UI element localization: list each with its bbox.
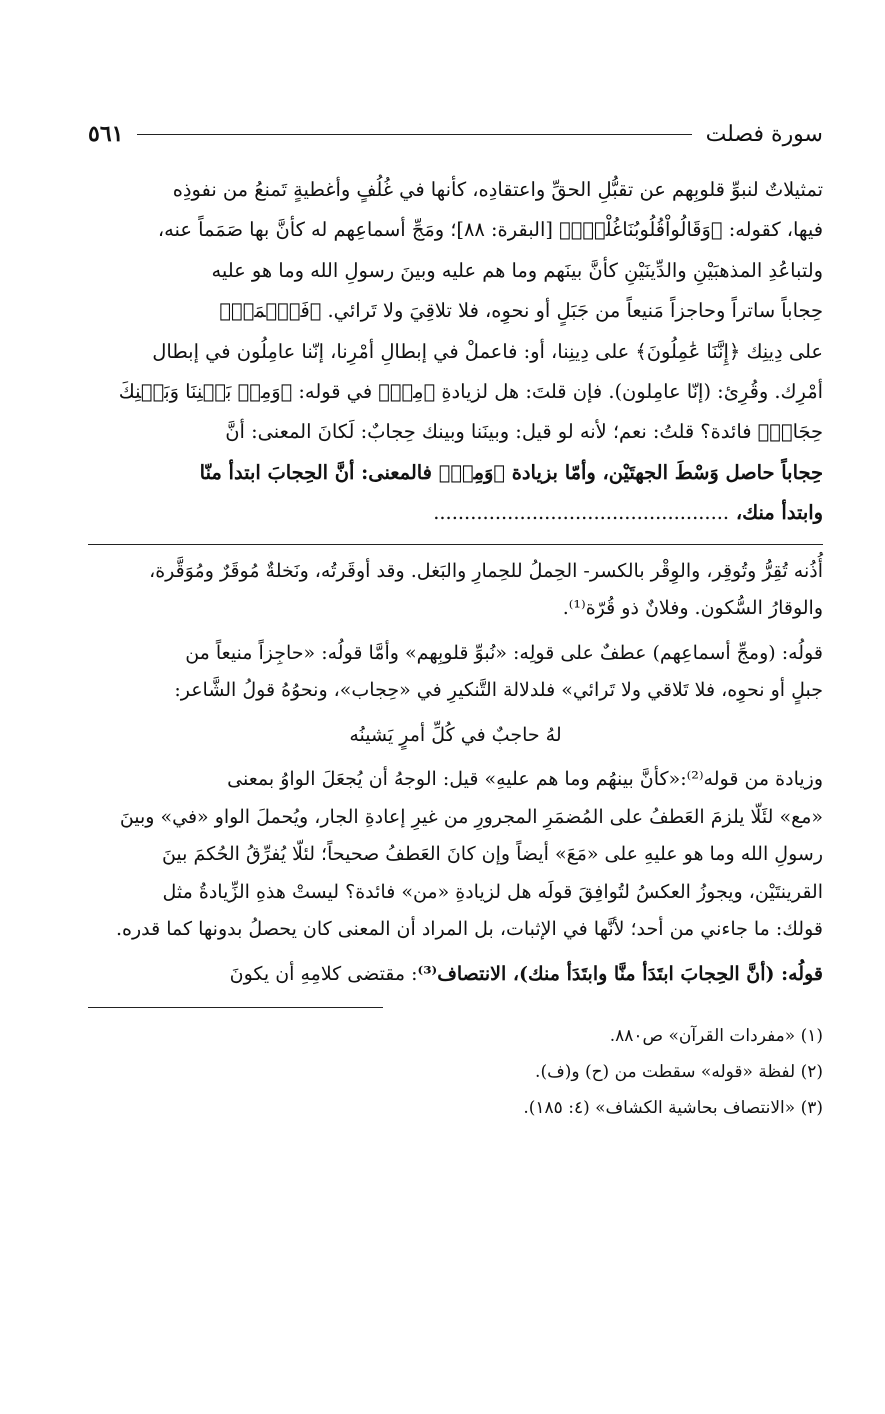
poetry-verse: لهُ حاجبٌ في كُلِّ أمرٍ يَشينُه	[349, 723, 562, 746]
footnote-2: (٢) لفظة «قوله» سقطت من (ح) و(ف).	[535, 1062, 823, 1083]
commentary-line: : مقتضى كلامِهِ أن يكونَ	[229, 962, 418, 985]
commentary-para-3	[88, 761, 823, 949]
continuation-dots: ................................................	[433, 501, 730, 525]
main-last-line	[88, 493, 823, 533]
text-divider	[88, 544, 823, 545]
footnote-3: (٣) «الانتصاف بحاشية الكشاف» (٤: ١٨٥).	[523, 1098, 823, 1119]
commentary-line: قولك: ما جاءني من أحد؛ لأنَّها في الإثبات، بل المراد أن المعنى كان يحصلُ بدونها كما قدره.	[116, 918, 823, 941]
main-line: حِجاباً ساتراً وحاجزاً مَنيعاً من جَبَلٍ أو نحوِه، فلا تلاقِيَ ولا تَرائي. ﴿فَٱعۡمَلۡ﴾	[219, 299, 823, 323]
main-line: تمثيلاتٌ لنبوِّ قلوبِهم عن تقبُّلِ الحقِّ واعتقادِه، كأنها في غُلُفٍ وأغطيةٍ تَمنعُ من نفوذِه	[172, 178, 823, 201]
commentary-para-4	[88, 956, 823, 994]
main-line: ولتباعُدِ المذهبَيْنِ والدِّينَيْنِ كأنَّ بينَهم وما هم عليه وبينَ رسولِ الله وما هو عليه	[211, 258, 823, 282]
book-page	[88, 112, 823, 1312]
commentary-quote: قولُه: (أنَّ الحِجابَ ابتَدَأ منَّا وابتَدَأ منك)، الانتصاف⁽³⁾	[417, 962, 823, 985]
commentary-line: وزيادة من قوله⁽²⁾:«كأنَّ بينهُم وما هم عليهِ» قيل: الوجهُ أن يُجعَلَ الواوُ بمعنى	[227, 768, 823, 791]
surah-title: سورة فصلت	[705, 121, 823, 147]
commentary-line: «مع» لئَلّا يلزمَ العَطفُ على المُضمَرِ المجرورِ من غيرِ إعادةِ الجار، ويُحملَ الواو «في» وبينَ	[119, 805, 823, 828]
commentary-line: قولُه: (ومجِّ أسماعِهم) عطفٌ على قولِه: «نُبوِّ قلوبِهم» وأمَّا قولُه: «حاجِزاً منيعاً من	[185, 641, 823, 664]
main-last-words: وابتدأ منك،	[735, 501, 823, 525]
commentary-line: القرينتَيْن، ويجوزُ العكسُ لتُوافِقَ قولَه هل لزيادةِ «من» فائدة؟ ليستْ هذهِ الزِّيادةُ مثل	[162, 880, 823, 903]
commentary-text	[88, 553, 823, 994]
commentary-para-2	[88, 635, 823, 710]
footnote-1: (١) «مفردات القرآن» ص٨٨٠.	[609, 1026, 823, 1047]
footnotes	[88, 1018, 823, 1126]
commentary-line: والوقارُ السُّكون. وفلانٌ ذو قُرّة⁽¹⁾.	[562, 597, 823, 620]
header-rule	[137, 134, 691, 135]
main-line: على دِينِك ﴿إِنَّنَا عَٰمِلُونَ﴾ على دِينِنا، أو: فاعملْ في إبطالِ أمْرِنا، إنّنا عامِلُون في إبطال	[152, 339, 823, 363]
main-line: فيها، كقوله: ﴿وَقَالُواْقُلُوبُنَاغُلْفُۢ﴾ [البقرة: ٨٨]؛ ومَجِّ أسماعِهم له كأنَّ بها صَمَماً عنه،	[157, 218, 823, 242]
page-number: ٥٦١	[88, 121, 124, 147]
commentary-line: رسولِ الله وما هو عليهِ على «مَعَ» أيضاً وإن كانَ العَطفُ صحيحاً؛ لئلّا يُفرِّقُ الحُكمَ بينَ	[161, 843, 823, 866]
main-line: حِجاباً حاصل وَسْطَ الجهتَيْن، وأمّا بزيادة ﴿وَمِنۢ﴾ فالمعنى: أنَّ الحِجابَ ابتدأ منّا	[199, 460, 823, 484]
main-text	[88, 170, 823, 534]
commentary-para-1	[88, 553, 823, 628]
commentary-line: أُذُنه تُقِرُّ وتُوقِر، والوِقْر بالكسر- الحِملُ للحِمارِ والبَغل. وقد أوقَرتُه، ونَخلةٌ مُوقَرٌ ومُوَقَّرة،	[149, 559, 823, 582]
main-line: حِجَابٞ﴾ فائدة؟ قلتُ: نعم؛ لأنه لو قيل: وبينَنا وبينك حِجابٌ: لَكانَ المعنى: أنَّ	[225, 420, 823, 444]
running-header	[88, 112, 823, 156]
commentary-line: جبلٍ أو نحوِه، فلا تَلاقي ولا تَرائي» فلدلالة التَّنكيرِ في «حِجاب»، ونحوُهُ قولُ الشَّاعر:	[174, 679, 823, 702]
main-line: أمْرِك. وقُرِئ: (إنّا عامِلون). فإن قلتَ: هل لزيادةِ ﴿مِنۢ﴾ في قوله: ﴿وَمِنۢ بَيۡنِنَا وَبَيۡنِكَ	[118, 380, 823, 404]
footnote-rule	[88, 1007, 383, 1008]
